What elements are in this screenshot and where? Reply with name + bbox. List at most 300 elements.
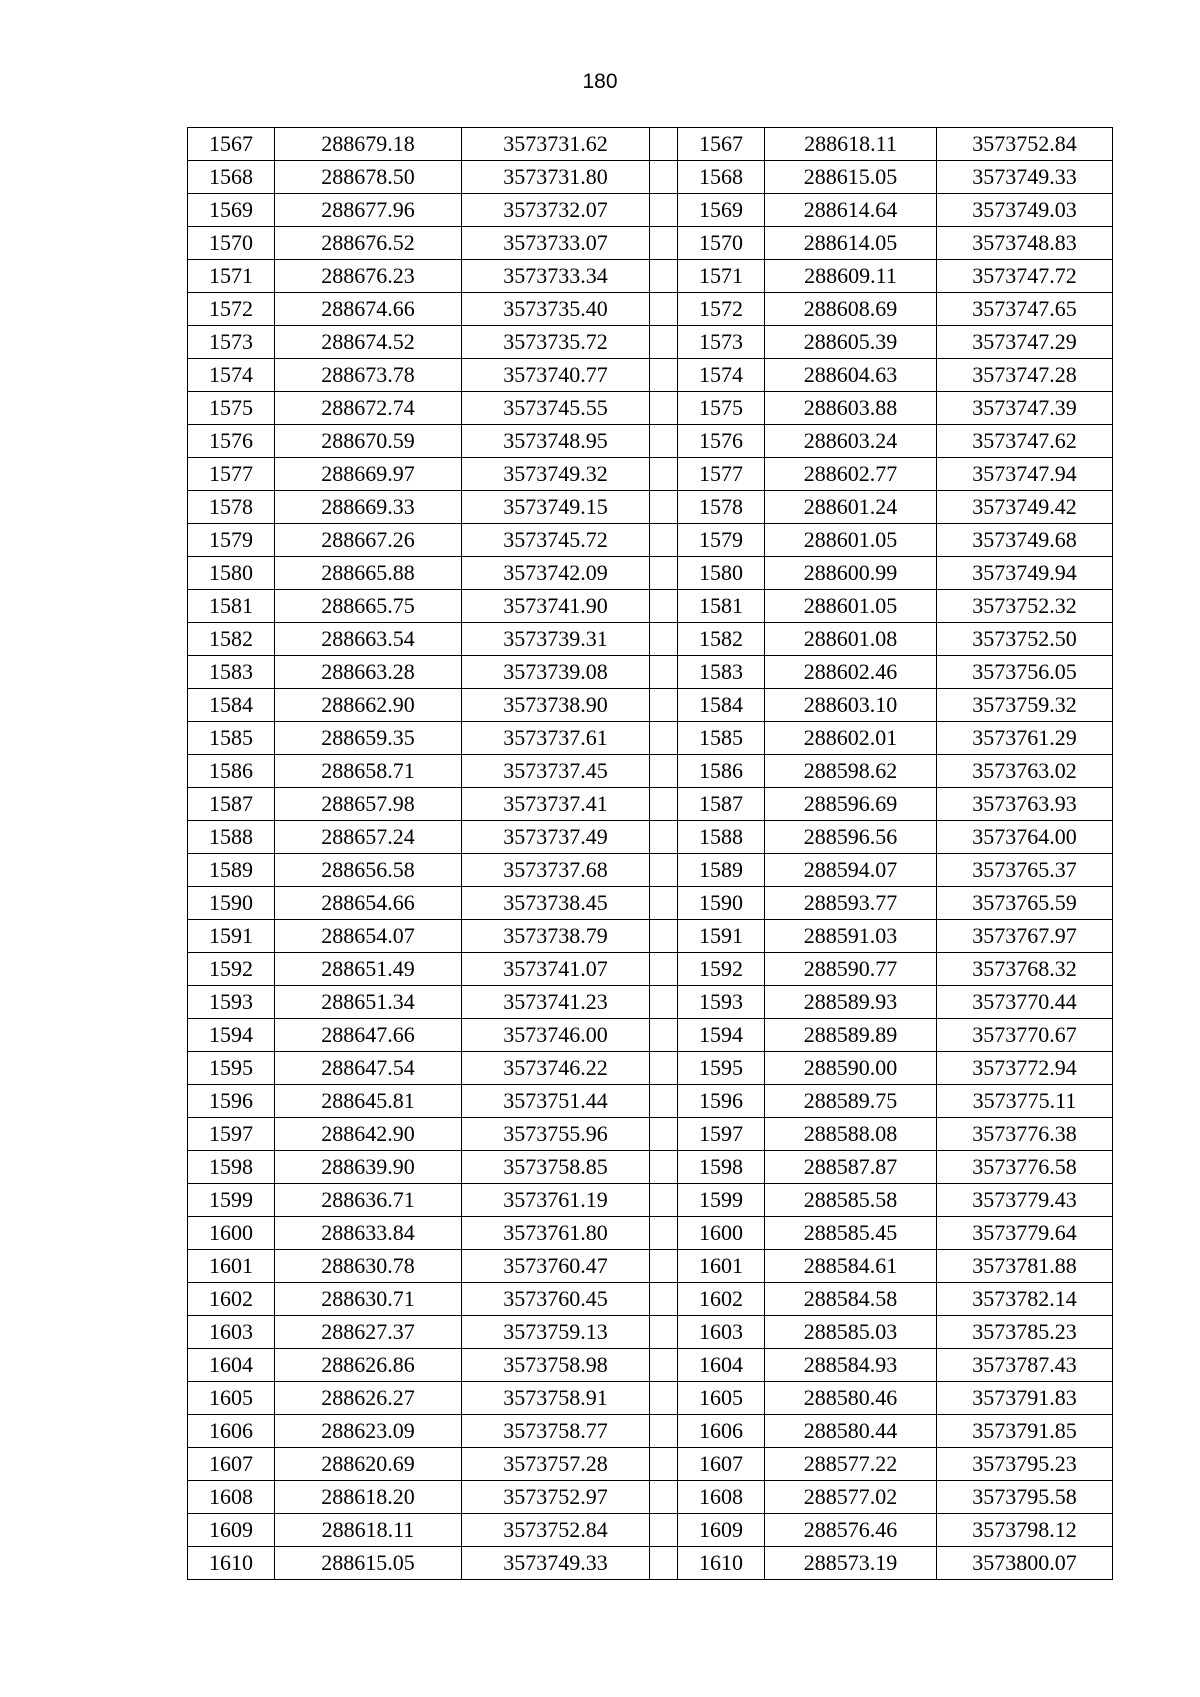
spacer-cell — [650, 491, 678, 524]
right-x-coordinate-cell: 288584.58 — [765, 1283, 937, 1316]
table-row — [188, 1547, 1113, 1580]
table-row — [188, 128, 1113, 161]
spacer-cell — [650, 359, 678, 392]
left-y-coordinate-cell: 3573758.98 — [462, 1349, 650, 1382]
right-y-coordinate-cell: 3573747.94 — [937, 458, 1113, 491]
left-point-number-cell: 1603 — [188, 1316, 275, 1349]
spacer-cell — [650, 689, 678, 722]
spacer-cell — [650, 326, 678, 359]
left-point-number-cell: 1598 — [188, 1151, 275, 1184]
right-x-coordinate-cell: 288596.69 — [765, 788, 937, 821]
left-y-coordinate-cell: 3573732.07 — [462, 194, 650, 227]
left-point-number-cell: 1573 — [188, 326, 275, 359]
spacer-cell — [650, 425, 678, 458]
left-point-number-cell: 1589 — [188, 854, 275, 887]
right-x-coordinate-cell: 288605.39 — [765, 326, 937, 359]
table-row — [188, 821, 1113, 854]
right-x-coordinate-cell: 288576.46 — [765, 1514, 937, 1547]
spacer-cell — [650, 1250, 678, 1283]
left-x-coordinate-cell: 288623.09 — [275, 1415, 462, 1448]
right-y-coordinate-cell: 3573747.65 — [937, 293, 1113, 326]
right-point-number-cell: 1605 — [678, 1382, 765, 1415]
table-row — [188, 260, 1113, 293]
left-y-coordinate-cell: 3573755.96 — [462, 1118, 650, 1151]
right-y-coordinate-cell: 3573781.88 — [937, 1250, 1113, 1283]
left-y-coordinate-cell: 3573737.41 — [462, 788, 650, 821]
right-point-number-cell: 1587 — [678, 788, 765, 821]
right-y-coordinate-cell: 3573798.12 — [937, 1514, 1113, 1547]
table-row — [188, 194, 1113, 227]
right-x-coordinate-cell: 288585.58 — [765, 1184, 937, 1217]
left-x-coordinate-cell: 288639.90 — [275, 1151, 462, 1184]
left-y-coordinate-cell: 3573740.77 — [462, 359, 650, 392]
right-x-coordinate-cell: 288602.77 — [765, 458, 937, 491]
left-point-number-cell: 1593 — [188, 986, 275, 1019]
table-row — [188, 1514, 1113, 1547]
right-y-coordinate-cell: 3573795.23 — [937, 1448, 1113, 1481]
left-point-number-cell: 1585 — [188, 722, 275, 755]
right-x-coordinate-cell: 288590.00 — [765, 1052, 937, 1085]
right-y-coordinate-cell: 3573782.14 — [937, 1283, 1113, 1316]
right-x-coordinate-cell: 288585.45 — [765, 1217, 937, 1250]
left-x-coordinate-cell: 288662.90 — [275, 689, 462, 722]
left-x-coordinate-cell: 288663.54 — [275, 623, 462, 656]
left-x-coordinate-cell: 288633.84 — [275, 1217, 462, 1250]
table-row — [188, 590, 1113, 623]
right-point-number-cell: 1608 — [678, 1481, 765, 1514]
table-row — [188, 1250, 1113, 1283]
left-x-coordinate-cell: 288670.59 — [275, 425, 462, 458]
left-x-coordinate-cell: 288618.11 — [275, 1514, 462, 1547]
left-y-coordinate-cell: 3573745.72 — [462, 524, 650, 557]
right-point-number-cell: 1598 — [678, 1151, 765, 1184]
left-x-coordinate-cell: 288651.49 — [275, 953, 462, 986]
right-x-coordinate-cell: 288590.77 — [765, 953, 937, 986]
table-row — [188, 722, 1113, 755]
right-point-number-cell: 1609 — [678, 1514, 765, 1547]
right-y-coordinate-cell: 3573764.00 — [937, 821, 1113, 854]
spacer-cell — [650, 1283, 678, 1316]
right-point-number-cell: 1599 — [678, 1184, 765, 1217]
left-x-coordinate-cell: 288669.33 — [275, 491, 462, 524]
left-x-coordinate-cell: 288658.71 — [275, 755, 462, 788]
left-point-number-cell: 1583 — [188, 656, 275, 689]
right-point-number-cell: 1582 — [678, 623, 765, 656]
spacer-cell — [650, 623, 678, 656]
left-y-coordinate-cell: 3573752.84 — [462, 1514, 650, 1547]
left-x-coordinate-cell: 288674.66 — [275, 293, 462, 326]
page-number: 180 — [582, 70, 618, 93]
left-point-number-cell: 1607 — [188, 1448, 275, 1481]
right-x-coordinate-cell: 288602.46 — [765, 656, 937, 689]
right-point-number-cell: 1577 — [678, 458, 765, 491]
right-y-coordinate-cell: 3573747.29 — [937, 326, 1113, 359]
left-point-number-cell: 1604 — [188, 1349, 275, 1382]
left-point-number-cell: 1571 — [188, 260, 275, 293]
left-y-coordinate-cell: 3573741.07 — [462, 953, 650, 986]
spacer-cell — [650, 194, 678, 227]
right-x-coordinate-cell: 288573.19 — [765, 1547, 937, 1580]
right-y-coordinate-cell: 3573765.59 — [937, 887, 1113, 920]
right-x-coordinate-cell: 288598.62 — [765, 755, 937, 788]
left-point-number-cell: 1608 — [188, 1481, 275, 1514]
right-y-coordinate-cell: 3573759.32 — [937, 689, 1113, 722]
spacer-cell — [650, 524, 678, 557]
left-x-coordinate-cell: 288618.20 — [275, 1481, 462, 1514]
right-y-coordinate-cell: 3573749.03 — [937, 194, 1113, 227]
left-y-coordinate-cell: 3573738.90 — [462, 689, 650, 722]
left-x-coordinate-cell: 288647.66 — [275, 1019, 462, 1052]
left-point-number-cell: 1595 — [188, 1052, 275, 1085]
table-row — [188, 458, 1113, 491]
left-point-number-cell: 1576 — [188, 425, 275, 458]
spacer-cell — [650, 755, 678, 788]
right-point-number-cell: 1572 — [678, 293, 765, 326]
right-x-coordinate-cell: 288589.89 — [765, 1019, 937, 1052]
right-y-coordinate-cell: 3573748.83 — [937, 227, 1113, 260]
left-x-coordinate-cell: 288659.35 — [275, 722, 462, 755]
left-point-number-cell: 1599 — [188, 1184, 275, 1217]
right-point-number-cell: 1592 — [678, 953, 765, 986]
right-x-coordinate-cell: 288593.77 — [765, 887, 937, 920]
right-x-coordinate-cell: 288596.56 — [765, 821, 937, 854]
left-point-number-cell: 1586 — [188, 755, 275, 788]
right-point-number-cell: 1601 — [678, 1250, 765, 1283]
table-row — [188, 1316, 1113, 1349]
right-point-number-cell: 1567 — [678, 128, 765, 161]
left-x-coordinate-cell: 288676.23 — [275, 260, 462, 293]
right-y-coordinate-cell: 3573795.58 — [937, 1481, 1113, 1514]
right-y-coordinate-cell: 3573776.38 — [937, 1118, 1113, 1151]
spacer-cell — [650, 1349, 678, 1382]
left-y-coordinate-cell: 3573738.45 — [462, 887, 650, 920]
left-point-number-cell: 1570 — [188, 227, 275, 260]
left-point-number-cell: 1594 — [188, 1019, 275, 1052]
right-x-coordinate-cell: 288609.11 — [765, 260, 937, 293]
left-x-coordinate-cell: 288620.69 — [275, 1448, 462, 1481]
spacer-cell — [650, 557, 678, 590]
right-x-coordinate-cell: 288589.75 — [765, 1085, 937, 1118]
table-row — [188, 689, 1113, 722]
left-point-number-cell: 1568 — [188, 161, 275, 194]
left-y-coordinate-cell: 3573746.22 — [462, 1052, 650, 1085]
left-point-number-cell: 1569 — [188, 194, 275, 227]
right-x-coordinate-cell: 288603.10 — [765, 689, 937, 722]
right-x-coordinate-cell: 288614.64 — [765, 194, 937, 227]
left-point-number-cell: 1605 — [188, 1382, 275, 1415]
spacer-cell — [650, 920, 678, 953]
left-x-coordinate-cell: 288626.27 — [275, 1382, 462, 1415]
left-x-coordinate-cell: 288645.81 — [275, 1085, 462, 1118]
left-y-coordinate-cell: 3573759.13 — [462, 1316, 650, 1349]
right-point-number-cell: 1588 — [678, 821, 765, 854]
left-point-number-cell: 1584 — [188, 689, 275, 722]
right-point-number-cell: 1583 — [678, 656, 765, 689]
right-x-coordinate-cell: 288601.05 — [765, 524, 937, 557]
left-y-coordinate-cell: 3573742.09 — [462, 557, 650, 590]
left-point-number-cell: 1575 — [188, 392, 275, 425]
left-y-coordinate-cell: 3573739.31 — [462, 623, 650, 656]
right-y-coordinate-cell: 3573747.39 — [937, 392, 1113, 425]
left-point-number-cell: 1580 — [188, 557, 275, 590]
left-x-coordinate-cell: 288615.05 — [275, 1547, 462, 1580]
spacer-cell — [650, 1217, 678, 1250]
right-x-coordinate-cell: 288577.22 — [765, 1448, 937, 1481]
right-y-coordinate-cell: 3573752.84 — [937, 128, 1113, 161]
table-row — [188, 920, 1113, 953]
right-x-coordinate-cell: 288580.46 — [765, 1382, 937, 1415]
left-y-coordinate-cell: 3573758.77 — [462, 1415, 650, 1448]
table-row — [188, 1448, 1113, 1481]
left-x-coordinate-cell: 288642.90 — [275, 1118, 462, 1151]
left-x-coordinate-cell: 288636.71 — [275, 1184, 462, 1217]
left-y-coordinate-cell: 3573749.15 — [462, 491, 650, 524]
left-x-coordinate-cell: 288673.78 — [275, 359, 462, 392]
left-y-coordinate-cell: 3573738.79 — [462, 920, 650, 953]
right-point-number-cell: 1580 — [678, 557, 765, 590]
right-y-coordinate-cell: 3573749.33 — [937, 161, 1113, 194]
left-y-coordinate-cell: 3573761.80 — [462, 1217, 650, 1250]
left-y-coordinate-cell: 3573758.85 — [462, 1151, 650, 1184]
left-y-coordinate-cell: 3573748.95 — [462, 425, 650, 458]
right-x-coordinate-cell: 288580.44 — [765, 1415, 937, 1448]
left-point-number-cell: 1609 — [188, 1514, 275, 1547]
left-y-coordinate-cell: 3573751.44 — [462, 1085, 650, 1118]
table-row — [188, 1184, 1113, 1217]
table-row — [188, 359, 1113, 392]
left-y-coordinate-cell: 3573731.62 — [462, 128, 650, 161]
right-y-coordinate-cell: 3573765.37 — [937, 854, 1113, 887]
right-x-coordinate-cell: 288601.24 — [765, 491, 937, 524]
left-y-coordinate-cell: 3573737.45 — [462, 755, 650, 788]
right-y-coordinate-cell: 3573747.28 — [937, 359, 1113, 392]
right-point-number-cell: 1586 — [678, 755, 765, 788]
left-point-number-cell: 1574 — [188, 359, 275, 392]
left-point-number-cell: 1596 — [188, 1085, 275, 1118]
right-point-number-cell: 1610 — [678, 1547, 765, 1580]
right-y-coordinate-cell: 3573770.67 — [937, 1019, 1113, 1052]
left-x-coordinate-cell: 288657.98 — [275, 788, 462, 821]
right-point-number-cell: 1579 — [678, 524, 765, 557]
right-y-coordinate-cell: 3573787.43 — [937, 1349, 1113, 1382]
right-point-number-cell: 1597 — [678, 1118, 765, 1151]
spacer-cell — [650, 392, 678, 425]
left-point-number-cell: 1606 — [188, 1415, 275, 1448]
left-x-coordinate-cell: 288672.74 — [275, 392, 462, 425]
right-y-coordinate-cell: 3573767.97 — [937, 920, 1113, 953]
left-x-coordinate-cell: 288651.34 — [275, 986, 462, 1019]
right-point-number-cell: 1585 — [678, 722, 765, 755]
left-point-number-cell: 1587 — [188, 788, 275, 821]
right-x-coordinate-cell: 288618.11 — [765, 128, 937, 161]
left-y-coordinate-cell: 3573757.28 — [462, 1448, 650, 1481]
right-point-number-cell: 1575 — [678, 392, 765, 425]
left-point-number-cell: 1610 — [188, 1547, 275, 1580]
left-y-coordinate-cell: 3573760.47 — [462, 1250, 650, 1283]
left-x-coordinate-cell: 288663.28 — [275, 656, 462, 689]
right-point-number-cell: 1593 — [678, 986, 765, 1019]
spacer-cell — [650, 1481, 678, 1514]
left-x-coordinate-cell: 288678.50 — [275, 161, 462, 194]
table-row — [188, 986, 1113, 1019]
right-x-coordinate-cell: 288608.69 — [765, 293, 937, 326]
left-y-coordinate-cell: 3573737.68 — [462, 854, 650, 887]
left-y-coordinate-cell: 3573733.34 — [462, 260, 650, 293]
right-point-number-cell: 1591 — [678, 920, 765, 953]
left-x-coordinate-cell: 288656.58 — [275, 854, 462, 887]
spacer-cell — [650, 887, 678, 920]
right-x-coordinate-cell: 288584.93 — [765, 1349, 937, 1382]
spacer-cell — [650, 1514, 678, 1547]
left-x-coordinate-cell: 288626.86 — [275, 1349, 462, 1382]
right-y-coordinate-cell: 3573749.42 — [937, 491, 1113, 524]
left-y-coordinate-cell: 3573739.08 — [462, 656, 650, 689]
right-point-number-cell: 1595 — [678, 1052, 765, 1085]
spacer-cell — [650, 1118, 678, 1151]
table-row — [188, 953, 1113, 986]
table-row — [188, 1118, 1113, 1151]
left-x-coordinate-cell: 288627.37 — [275, 1316, 462, 1349]
table-row — [188, 854, 1113, 887]
left-x-coordinate-cell: 288630.71 — [275, 1283, 462, 1316]
left-point-number-cell: 1588 — [188, 821, 275, 854]
right-y-coordinate-cell: 3573768.32 — [937, 953, 1113, 986]
spacer-cell — [650, 161, 678, 194]
spacer-cell — [650, 1184, 678, 1217]
spacer-cell — [650, 821, 678, 854]
left-point-number-cell: 1567 — [188, 128, 275, 161]
spacer-cell — [650, 227, 678, 260]
right-x-coordinate-cell: 288577.02 — [765, 1481, 937, 1514]
table-row — [188, 788, 1113, 821]
table-row — [188, 392, 1113, 425]
right-y-coordinate-cell: 3573749.68 — [937, 524, 1113, 557]
right-y-coordinate-cell: 3573747.62 — [937, 425, 1113, 458]
right-point-number-cell: 1607 — [678, 1448, 765, 1481]
table-row — [188, 326, 1113, 359]
right-x-coordinate-cell: 288602.01 — [765, 722, 937, 755]
right-x-coordinate-cell: 288614.05 — [765, 227, 937, 260]
left-point-number-cell: 1592 — [188, 953, 275, 986]
right-x-coordinate-cell: 288594.07 — [765, 854, 937, 887]
table-row — [188, 1217, 1113, 1250]
left-x-coordinate-cell: 288665.88 — [275, 557, 462, 590]
left-y-coordinate-cell: 3573733.07 — [462, 227, 650, 260]
left-x-coordinate-cell: 288669.97 — [275, 458, 462, 491]
table-row — [188, 1019, 1113, 1052]
right-point-number-cell: 1590 — [678, 887, 765, 920]
right-x-coordinate-cell: 288584.61 — [765, 1250, 937, 1283]
table-row — [188, 1283, 1113, 1316]
spacer-cell — [650, 854, 678, 887]
left-point-number-cell: 1572 — [188, 293, 275, 326]
right-x-coordinate-cell: 288604.63 — [765, 359, 937, 392]
right-y-coordinate-cell: 3573775.11 — [937, 1085, 1113, 1118]
left-y-coordinate-cell: 3573741.23 — [462, 986, 650, 1019]
right-y-coordinate-cell: 3573800.07 — [937, 1547, 1113, 1580]
table-row — [188, 1481, 1113, 1514]
coordinates-table — [187, 127, 1113, 1580]
spacer-cell — [650, 1547, 678, 1580]
right-y-coordinate-cell: 3573752.32 — [937, 590, 1113, 623]
left-x-coordinate-cell: 288630.78 — [275, 1250, 462, 1283]
right-x-coordinate-cell: 288603.24 — [765, 425, 937, 458]
left-x-coordinate-cell: 288665.75 — [275, 590, 462, 623]
left-point-number-cell: 1601 — [188, 1250, 275, 1283]
table-row — [188, 425, 1113, 458]
right-x-coordinate-cell: 288585.03 — [765, 1316, 937, 1349]
right-y-coordinate-cell: 3573749.94 — [937, 557, 1113, 590]
table-row — [188, 1349, 1113, 1382]
table-row — [188, 1085, 1113, 1118]
right-point-number-cell: 1571 — [678, 260, 765, 293]
right-point-number-cell: 1606 — [678, 1415, 765, 1448]
left-x-coordinate-cell: 288676.52 — [275, 227, 462, 260]
table-row — [188, 161, 1113, 194]
table-row — [188, 1382, 1113, 1415]
right-point-number-cell: 1570 — [678, 227, 765, 260]
table-row — [188, 1052, 1113, 1085]
table-row — [188, 227, 1113, 260]
left-y-coordinate-cell: 3573745.55 — [462, 392, 650, 425]
right-x-coordinate-cell: 288591.03 — [765, 920, 937, 953]
right-x-coordinate-cell: 288588.08 — [765, 1118, 937, 1151]
spacer-cell — [650, 1151, 678, 1184]
right-y-coordinate-cell: 3573791.83 — [937, 1382, 1113, 1415]
right-point-number-cell: 1576 — [678, 425, 765, 458]
table-row — [188, 656, 1113, 689]
spacer-cell — [650, 293, 678, 326]
right-y-coordinate-cell: 3573747.72 — [937, 260, 1113, 293]
left-point-number-cell: 1578 — [188, 491, 275, 524]
table-row — [188, 1151, 1113, 1184]
left-point-number-cell: 1582 — [188, 623, 275, 656]
right-y-coordinate-cell: 3573772.94 — [937, 1052, 1113, 1085]
spacer-cell — [650, 458, 678, 491]
left-point-number-cell: 1581 — [188, 590, 275, 623]
left-y-coordinate-cell: 3573737.61 — [462, 722, 650, 755]
left-y-coordinate-cell: 3573760.45 — [462, 1283, 650, 1316]
left-point-number-cell: 1600 — [188, 1217, 275, 1250]
right-point-number-cell: 1603 — [678, 1316, 765, 1349]
right-x-coordinate-cell: 288601.08 — [765, 623, 937, 656]
table-row — [188, 293, 1113, 326]
right-y-coordinate-cell: 3573779.43 — [937, 1184, 1113, 1217]
left-y-coordinate-cell: 3573741.90 — [462, 590, 650, 623]
spacer-cell — [650, 1448, 678, 1481]
table-row — [188, 755, 1113, 788]
left-y-coordinate-cell: 3573758.91 — [462, 1382, 650, 1415]
right-point-number-cell: 1594 — [678, 1019, 765, 1052]
right-y-coordinate-cell: 3573761.29 — [937, 722, 1113, 755]
spacer-cell — [650, 1316, 678, 1349]
right-point-number-cell: 1581 — [678, 590, 765, 623]
left-x-coordinate-cell: 288647.54 — [275, 1052, 462, 1085]
left-point-number-cell: 1579 — [188, 524, 275, 557]
left-point-number-cell: 1597 — [188, 1118, 275, 1151]
right-point-number-cell: 1574 — [678, 359, 765, 392]
spacer-cell — [650, 953, 678, 986]
spacer-cell — [650, 788, 678, 821]
right-y-coordinate-cell: 3573763.93 — [937, 788, 1113, 821]
right-y-coordinate-cell: 3573791.85 — [937, 1415, 1113, 1448]
spacer-cell — [650, 1052, 678, 1085]
right-x-coordinate-cell: 288587.87 — [765, 1151, 937, 1184]
right-point-number-cell: 1584 — [678, 689, 765, 722]
left-point-number-cell: 1590 — [188, 887, 275, 920]
spacer-cell — [650, 1085, 678, 1118]
right-point-number-cell: 1578 — [678, 491, 765, 524]
